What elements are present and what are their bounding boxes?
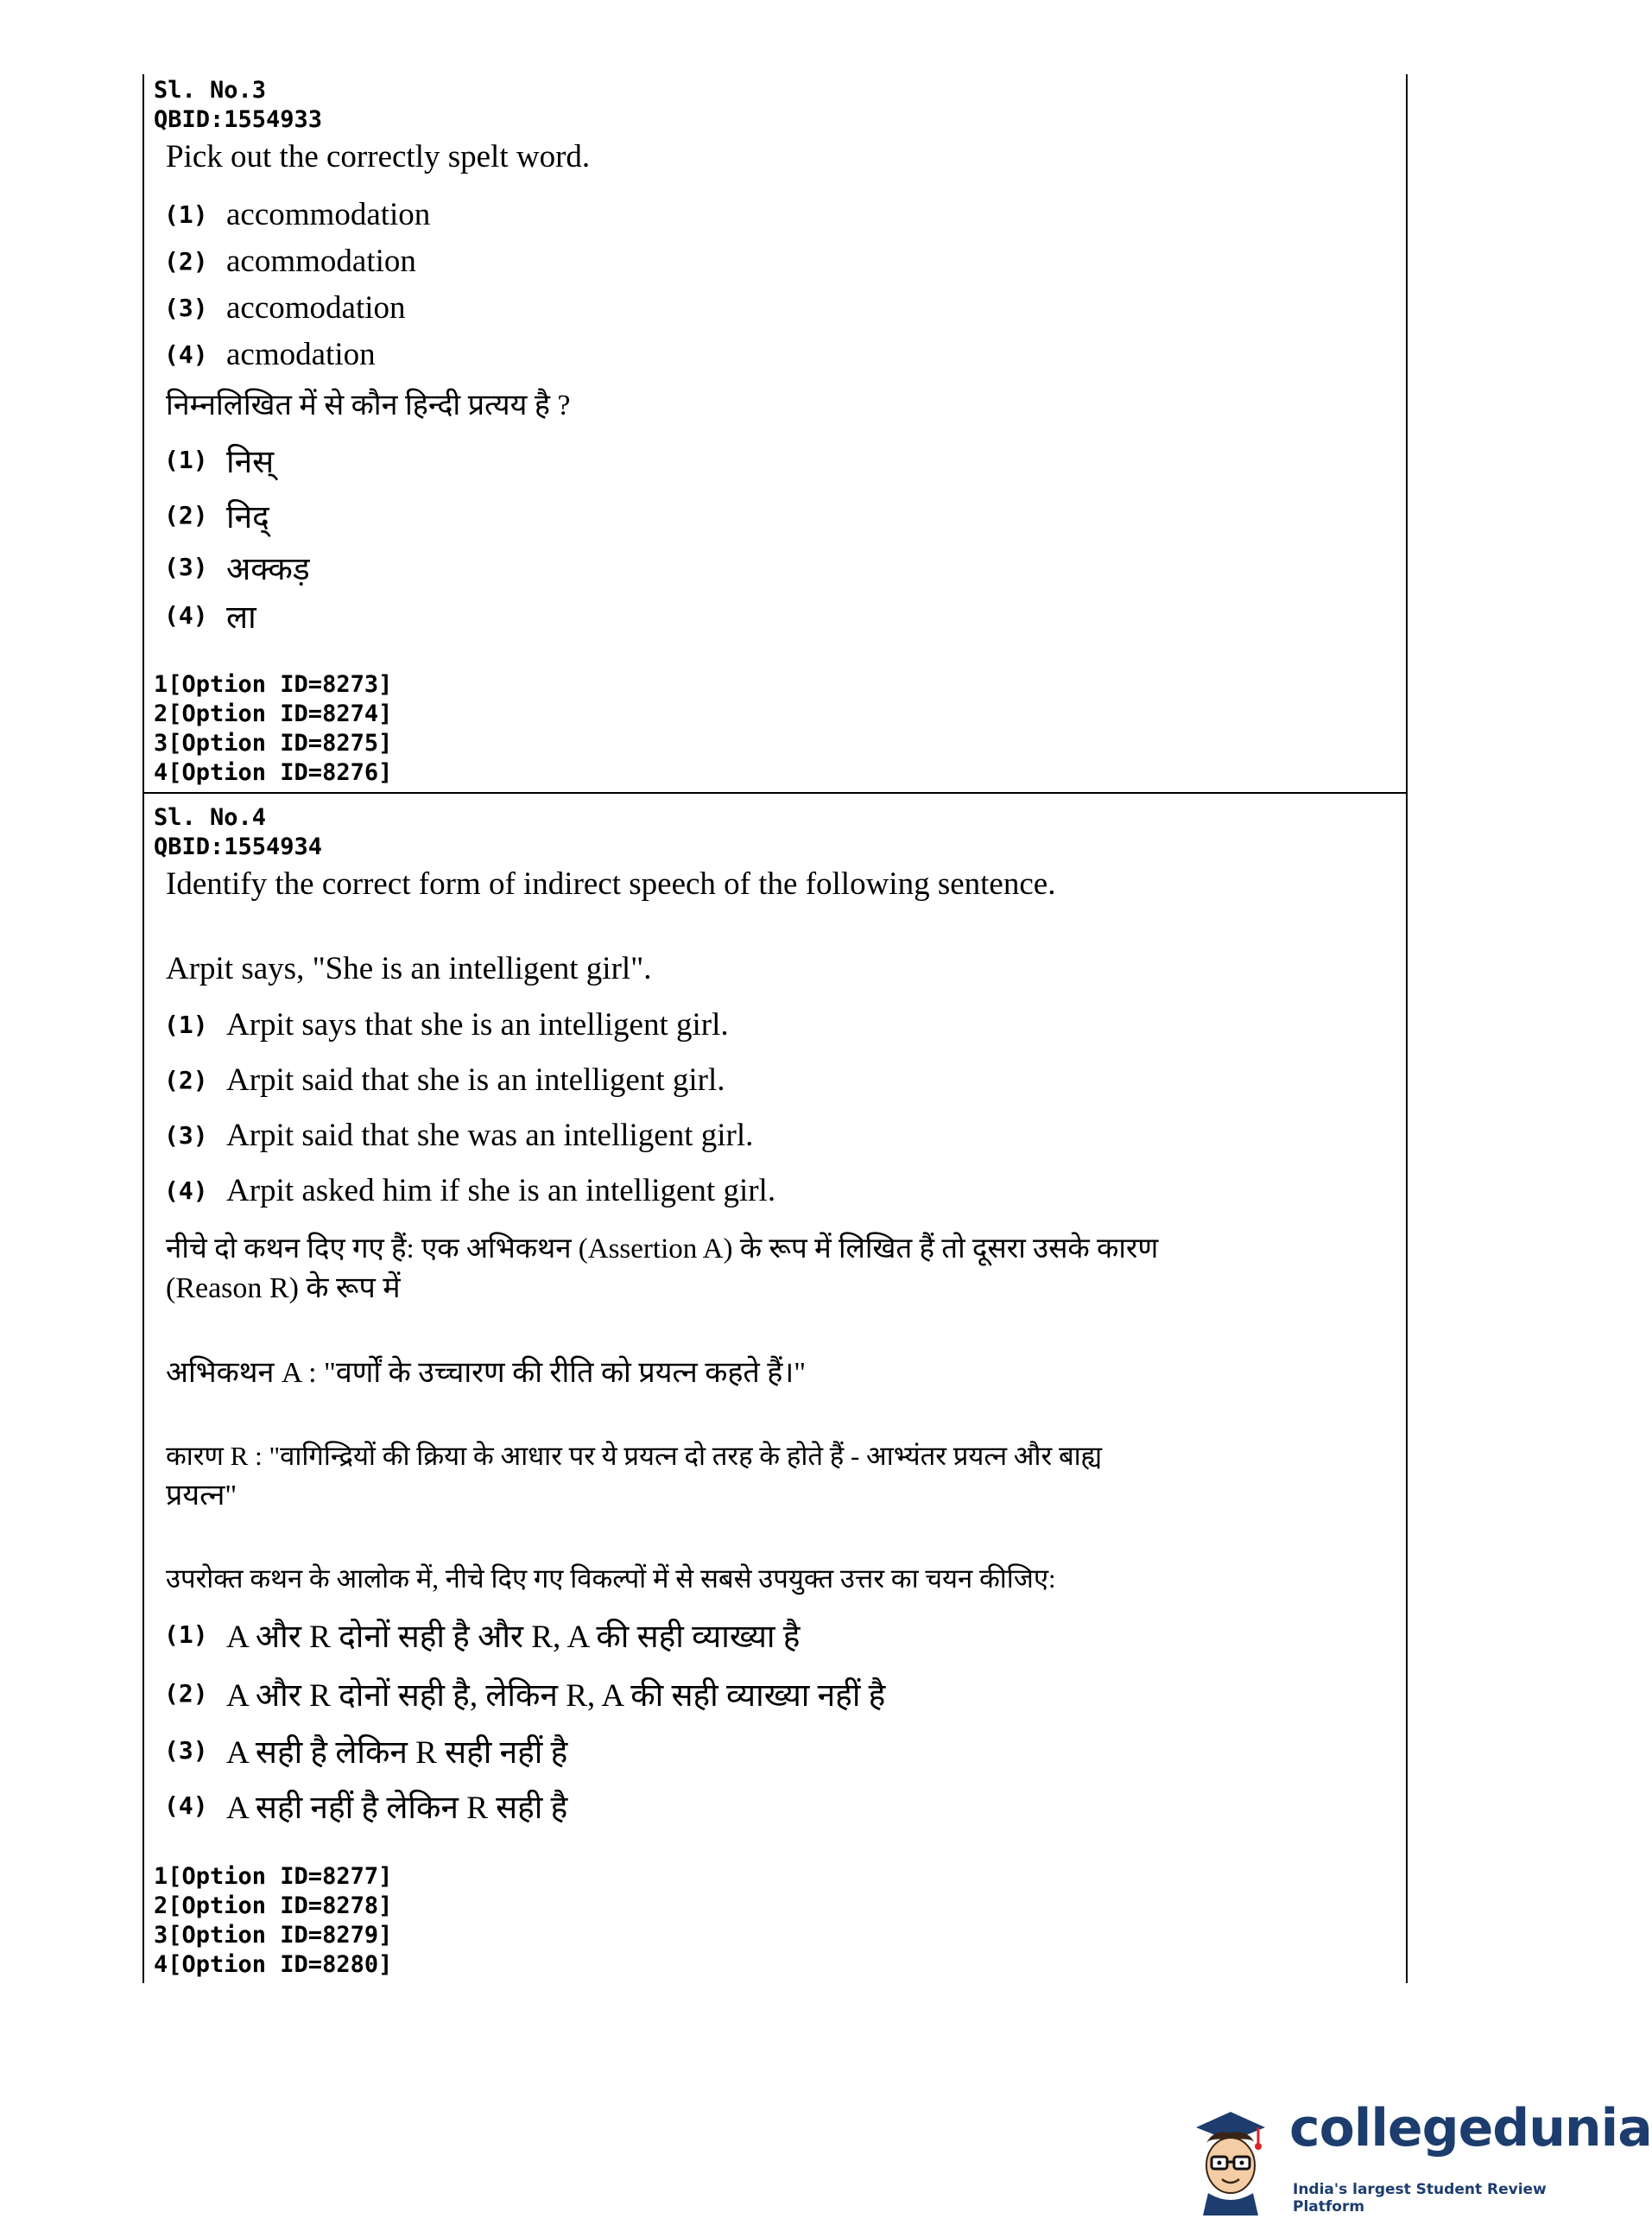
collegedunia-logo[interactable] [1179,2095,1652,2215]
q4-sentence: Arpit says, "She is an intelligent girl". [166,951,652,986]
q3-option-id-3: 3[Option ID=8275] [154,730,393,757]
q4-option-id-3: 3[Option ID=8279] [154,1922,393,1949]
table-right-border [1406,74,1408,1983]
q3-hindi-option-3: (3) अक्कड़ [164,551,310,587]
q4-option-1: (1) Arpit says that she is an intelligent girl. [164,1006,729,1043]
q4-option-4: (4) Arpit asked him if she is an intelligent girl. [164,1172,776,1208]
q4-hindi-option-2: (2) A और R दोनों सही है, लेकिन R, A की सही व्याख्या नहीं है [164,1677,886,1714]
q3-hindi-question: निम्नलिखित में से कौन हिन्दी प्रत्यय है ? [166,390,571,422]
q4-option-ids [154,1862,392,1980]
q4-serial: Sl. No.4 [154,804,267,831]
q4-instruction: उपरोक्त कथन के आलोक में, नीचे दिए गए विकल्पों में से सबसे उपयुक्त उत्तर का चयन कीजिए: [166,1563,1056,1594]
q4-option-2: (2) Arpit said that she is an intelligent girl. [164,1062,725,1098]
q4-question-text: Identify the correct form of indirect speech of the following sentence. [166,866,1056,902]
q3-hindi-option-2: (2) निद् [164,499,269,536]
q4-reason-line2: प्रयत्न" [166,1480,237,1512]
q3-serial: Sl. No.3 [154,77,267,104]
q3-option-2: (2) acommodation [164,243,416,279]
q3-hindi-option-1: (1) निस् [164,444,275,480]
q4-qbid: QBID:1554934 [154,834,323,860]
table-left-border [142,74,144,1983]
q3-option-4: (4) acmodation [164,336,376,372]
q3-question-text: Pick out the correctly spelt word. [166,139,591,174]
q4-hindi-intro-line1: नीचे दो कथन दिए गए हैं: एक अभिकथन (Assertion A) के रूप में लिखित हैं तो दूसरा उसके कारण [166,1233,1159,1265]
logo-tagline: India's largest Student Review Platform [1293,2181,1547,2215]
q4-option-3: (3) Arpit said that she was an intelligent girl. [164,1117,754,1153]
q4-option-id-2: 2[Option ID=8278] [154,1892,393,1919]
q4-option-id-4: 4[Option ID=8280] [154,1951,393,1978]
q3-option-ids [154,670,392,788]
q4-hindi-option-1: (1) A और R दोनों सही है और R, A की सही व्याख्या है [164,1619,801,1655]
q3-option-1: (1) accommodation [164,196,431,232]
q3-option-id-1: 1[Option ID=8273] [154,671,393,698]
q4-hindi-option-3: (3) A सही है लेकिन R सही नहीं है [164,1734,568,1771]
q4-reason-line1: कारण R : "वागिन्द्रियों की क्रिया के आधार पर ये प्रयत्न दो तरह के होते हैं - आभ्यंतर प्रयत्न और बाह्य [166,1441,1103,1471]
q3-option-3: (3) accomodation [164,289,406,326]
q4-hindi-intro-line2: (Reason R) के रूप में [166,1272,401,1304]
q3-qbid: QBID:1554933 [154,106,323,133]
q3-option-id-4: 4[Option ID=8276] [154,759,393,786]
row-divider [142,792,1408,794]
logo-wordmark: collegedunia [1289,2098,1652,2158]
q3-hindi-option-4: (4) ला [164,599,256,636]
q4-hindi-option-4: (4) A सही नहीं है लेकिन R सही है [164,1790,568,1826]
q4-assertion: अभिकथन A : "वर्णों के उच्चारण की रीति को प्रयत्न कहते हैं।" [166,1357,807,1389]
q3-option-id-2: 2[Option ID=8274] [154,700,393,727]
q4-option-id-1: 1[Option ID=8277] [154,1863,393,1890]
mascot-icon [1179,2095,1282,2215]
